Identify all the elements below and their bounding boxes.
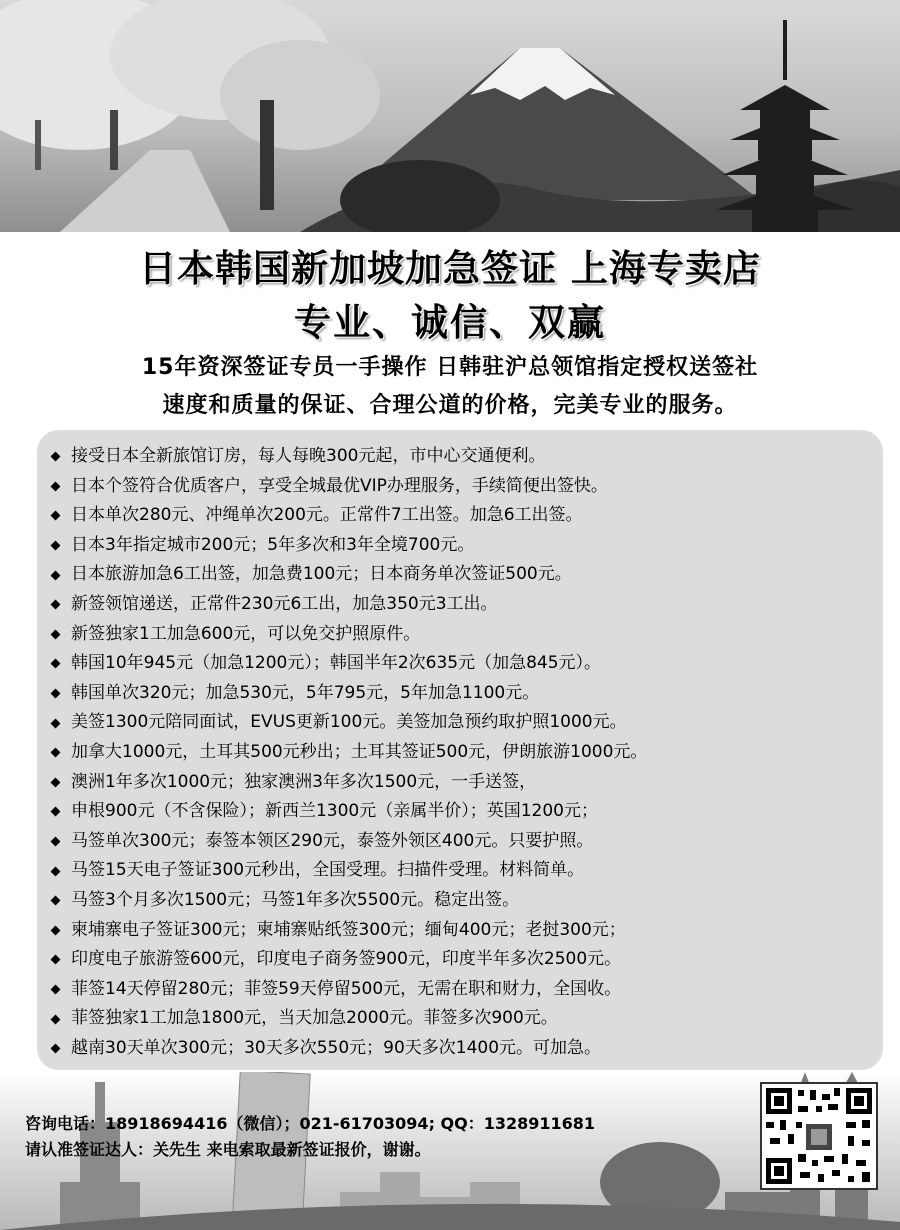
service-item: 菲签独家1工加急1800元，当天加急2000元。菲签多次900元。 [50,1004,647,1034]
service-item: 申根900元（不含保险）；新西兰1300元（亲属半价）；英国1200元； [50,797,647,827]
diamond-bullet-icon [51,748,61,758]
service-item: 新签独家1工加急600元，可以免交护照原件。 [50,620,647,650]
diamond-bullet-icon [51,807,61,817]
service-item: 新签领馆递送，正常件230元6工出，加急350元3工出。 [50,590,647,620]
service-list [50,442,647,1063]
diamond-bullet-icon [51,452,61,462]
contact-phone-line: 咨询电话：18918694416（微信）；021-61703094; QQ：1328911681 [25,1114,596,1133]
diamond-bullet-icon [51,985,61,995]
header-banner-image [0,0,900,232]
store-title: 日本韩国新加坡加急签证 上海专卖店 [139,247,761,290]
diamond-bullet-icon [51,629,61,639]
diamond-bullet-icon [51,1014,61,1024]
diamond-bullet-icon [51,866,61,876]
diamond-bullet-icon [51,837,61,847]
diamond-bullet-icon [51,600,61,610]
diamond-bullet-icon [51,689,61,699]
qr-pattern [762,1084,876,1188]
services-panel [37,430,883,1070]
service-item: 加拿大1000元，土耳其500元秒出；土耳其签证500元，伊朗旅游1000元。 [50,738,647,768]
service-item: 日本单次280元、冲绳单次200元。正常件7工出签。加急6工出签。 [50,501,647,531]
diamond-bullet-icon [51,570,61,580]
diamond-bullet-icon [51,896,61,906]
diamond-bullet-icon [51,718,61,728]
service-item: 韩国单次320元；加急530元，5年795元，5年加急1100元。 [50,679,647,709]
service-item: 柬埔寨电子签证300元；柬埔寨贴纸签300元；缅甸400元；老挝300元； [50,916,647,946]
diamond-bullet-icon [51,955,61,965]
service-item: 澳洲1年多次1000元；独家澳洲3年多次1500元，一手送签， [50,768,647,798]
service-item: 印度电子旅游签600元，印度电子商务签900元，印度半年多次2500元。 [50,945,647,975]
service-item: 韩国10年945元（加急1200元）；韩国半年2次635元（加急845元）。 [50,649,647,679]
contact-agent-line: 请认准签证达人：关先生 来电索取最新签证报价，谢谢。 [25,1140,431,1159]
diamond-bullet-icon [51,481,61,491]
diamond-bullet-icon [51,1044,61,1054]
diamond-bullet-icon [51,925,61,935]
service-item: 菲签14天停留280元；菲签59天停留500元，无需在职和财力，全国收。 [50,975,647,1005]
service-item: 日本个签符合优质客户，享受全城最优VIP办理服务，手续简便出签快。 [50,472,647,502]
diamond-bullet-icon [51,541,61,551]
slogan: 专业、诚信、双赢 [294,301,606,344]
tagline-experience: 15年资深签证专员一手操作 日韩驻沪总领馆指定授权送签社 [141,355,759,380]
service-item: 日本旅游加急6工出签，加急费100元；日本商务单次签证500元。 [50,560,647,590]
service-item: 日本3年指定城市200元；5年多次和3年全境700元。 [50,531,647,561]
service-item: 马签15天电子签证300元秒出，全国受理。扫描件受理。材料简单。 [50,856,647,886]
service-item: 马签3个月多次1500元；马签1年多次5500元。稳定出签。 [50,886,647,916]
service-item: 越南30天单次300元；30天多次550元；90天多次1400元。可加急。 [50,1034,647,1064]
qr-code-icon[interactable] [760,1082,878,1190]
service-item: 马签单次300元；泰签本领区290元，泰签外领区400元。只要护照。 [50,827,647,857]
service-item: 美签1300元陪同面试，EVUS更新100元。美签加急预约取护照1000元。 [50,708,647,738]
diamond-bullet-icon [51,777,61,787]
scenery-illustration [0,0,900,232]
diamond-bullet-icon [51,659,61,669]
tagline-quality: 速度和质量的保证、合理公道的价格，完美专业的服务。 [162,393,738,418]
service-item: 接受日本全新旅馆订房，每人每晚300元起，市中心交通便利。 [50,442,647,472]
diamond-bullet-icon [51,511,61,521]
